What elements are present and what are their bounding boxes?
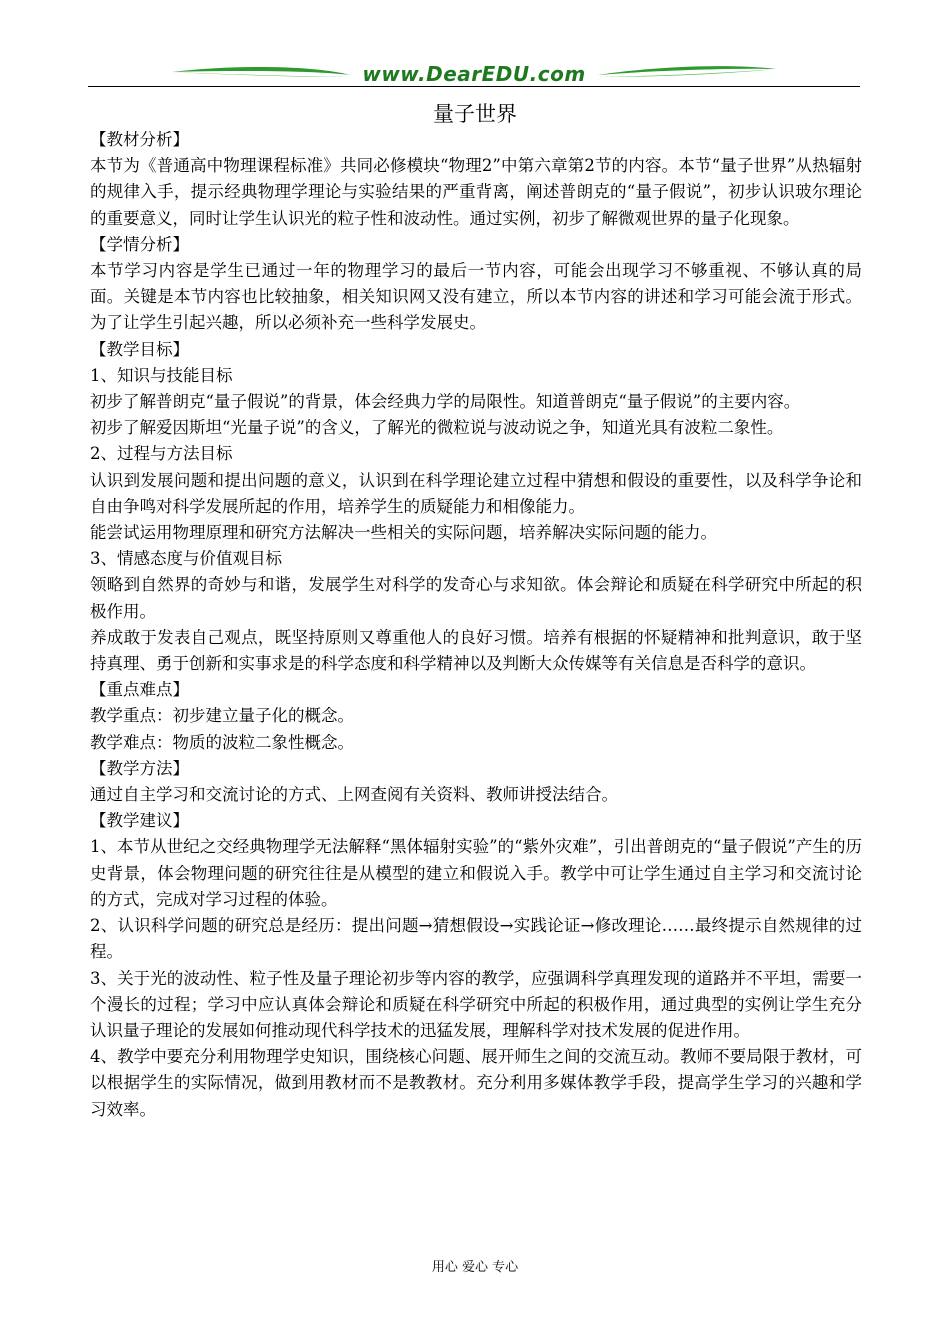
section-heading-material-analysis: 【教材分析】 (90, 130, 189, 149)
header-divider (88, 86, 860, 87)
subheading: 3、情感态度与价值观目标 (90, 549, 282, 569)
paragraph: 1、本节从世纪之交经典物理学无法解释“黑体辐射实验”的“紫外灾难”，引出普朗克的“量子假说”产生的历史背景，体会物理问题的研究往往是从模型的建立和假说入手。教学中可让学生通过自主学习和交流讨论的方式，完成对学习过程的体验。 (90, 837, 862, 909)
paragraph: 教学难点：物质的波粒二象性概念。 (90, 732, 354, 752)
page-header (88, 58, 860, 92)
subheading: 2、过程与方法目标 (90, 444, 233, 464)
site-logo (88, 62, 860, 86)
site-logo-text: www.DearEDU.com (356, 62, 591, 86)
section-heading-teaching-suggestions: 【教学建议】 (90, 811, 189, 831)
paragraph: 能尝试运用物理原理和研究方法解决一些相关的实际问题，培养解决实际问题的能力。 (90, 523, 717, 543)
paragraph: 本节为《普通高中物理课程标准》共同必修模块“物理2”中第六章第2节的内容。本节“量子世界”从热辐射的规律入手，提示经典物理学理论与实验结果的严重背离，阐述普朗克的“量子假说”，初步认识玻尔理论的重要意义，同时让学生认识光的粒子性和波动性。通过实例，初步了解微观世界的量子化现象。 (90, 156, 862, 228)
paragraph: 领略到自然界的奇妙与和谐，发展学生对科学的发奇心与求知欲。体会辩论和质疑在科学研究中所起的积极作用。 (90, 575, 862, 621)
document-title: 量子世界 (433, 102, 517, 126)
section-heading-key-points: 【重点难点】 (90, 680, 189, 700)
paragraph: 3、关于光的波动性、粒子性及量子理论初步等内容的教学，应强调科学真理发现的道路并不平坦，需要一个漫长的过程；学习中应认真体会辩论和质疑在科学研究中所起的积极作用，通过典型的实例让学生充分认识量子理论的发展如何推动现代科学技术的迅猛发展，理解科学对技术发展的促进作用。 (90, 968, 862, 1040)
paragraph: 初步了解爱因斯坦“光量子说”的含义，了解光的微粒说与波动说之争，知道光具有波粒二象性。 (90, 418, 784, 438)
section-heading-teaching-methods: 【教学方法】 (90, 758, 189, 778)
paragraph: 教学重点：初步建立量子化的概念。 (90, 706, 354, 726)
document-body (90, 127, 862, 1123)
page-footer: 用心 爱心 专心 (431, 1260, 519, 1275)
paragraph: 初步了解普朗克“量子假说”的背景，体会经典力学的局限性。知道普朗克“量子假说”的主要内容。 (90, 392, 801, 412)
paragraph: 本节学习内容是学生已通过一年的物理学习的最后一节内容，可能会出现学习不够重视、不够认真的局面。关键是本节内容也比较抽象，相关知识网又没有建立，所以本节内容的讲述和学习可能会流于形式。为了让学生引起兴趣，所以必须补充一些科学发展史。 (90, 261, 862, 333)
subheading: 1、知识与技能目标 (90, 365, 233, 385)
paragraph: 养成敢于发表自己观点，既坚持原则又尊重他人的良好习惯。培养有根据的怀疑精神和批判意识，敢于坚持真理、勇于创新和实事求是的科学态度和科学精神以及判断大众传媒等有关信息是否科学的意识。 (90, 627, 862, 674)
paragraph: 通过自主学习和交流讨论的方式、上网查阅有关资料、教师讲授法结合。 (90, 785, 618, 805)
paragraph: 2、认识科学问题的研究总是经历：提出问题→猜想假设→实践论证→修改理论……最终提示自然规律的过程。 (90, 916, 862, 962)
paragraph: 认识到发展问题和提出问题的意义，认识到在科学理论建立过程中猜想和假设的重要性，以及科学争论和自由争鸣对科学发展所起的作用，培养学生的质疑能力和相像能力。 (90, 470, 862, 516)
section-heading-student-analysis: 【学情分析】 (90, 234, 189, 254)
paragraph: 4、教学中要充分利用物理学史知识，围绕核心问题、展开师生之间的交流互动。教师不要局限于教材，可以根据学生的实际情况，做到用教材而不是教教材。充分利用多媒体教学手段，提高学生学习的兴趣和学习效率。 (90, 1047, 862, 1119)
section-heading-teaching-goals: 【教学目标】 (90, 339, 189, 359)
